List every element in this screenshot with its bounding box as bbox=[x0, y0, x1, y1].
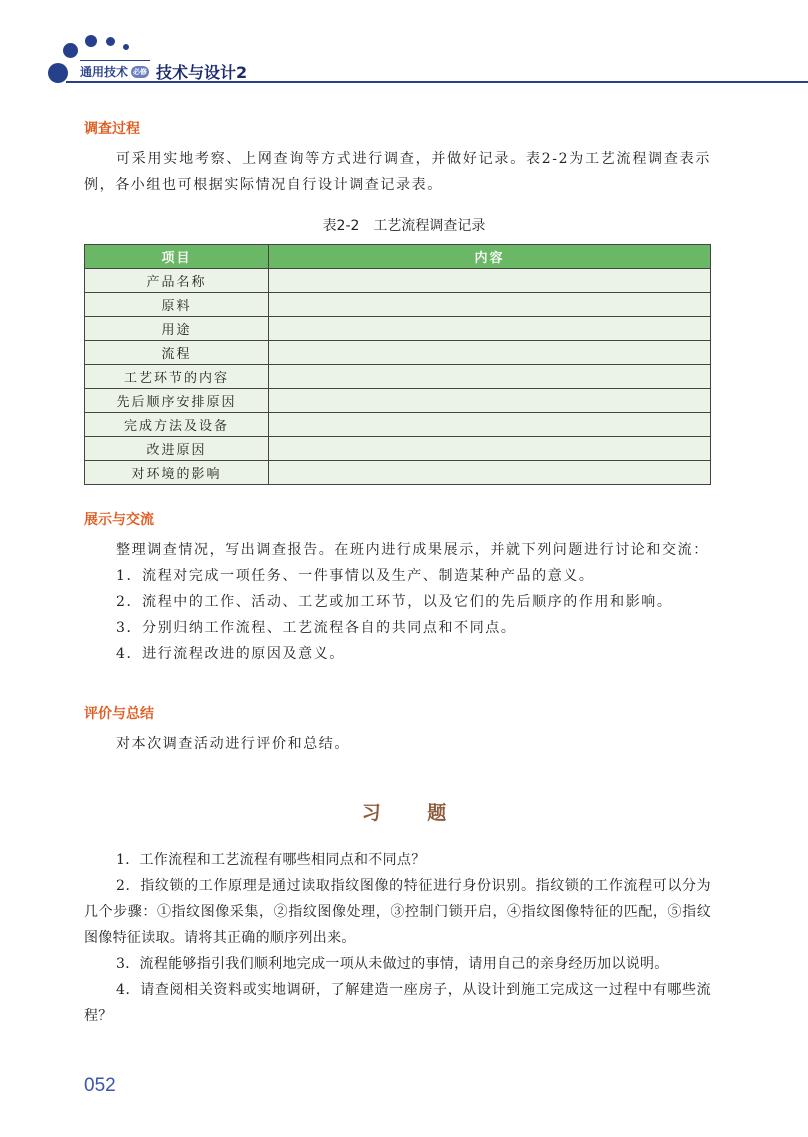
paragraph: 对本次调查活动进行评价和总结。 bbox=[116, 736, 350, 752]
table-cell: 完成方法及设备 bbox=[85, 413, 269, 437]
table-cell: 对环境的影响 bbox=[85, 461, 269, 485]
table-cell bbox=[269, 341, 711, 365]
table-row bbox=[85, 413, 711, 437]
section-heading: 调查过程 bbox=[84, 121, 140, 137]
list-item: 3．分别归纳工作流程、工艺流程各自的共同点和不同点。 bbox=[116, 620, 517, 636]
section-heading: 展示与交流 bbox=[84, 512, 154, 528]
paragraph: 整理调查情况，写出调查报告。在班内进行成果展示，并就下列问题进行讨论和交流： bbox=[116, 542, 709, 558]
list-item: 4．进行流程改进的原因及意义。 bbox=[116, 646, 345, 662]
section-heading: 评价与总结 bbox=[84, 706, 154, 722]
table-row bbox=[85, 365, 711, 389]
survey-table bbox=[84, 244, 711, 485]
paragraph: 可采用实地考察、上网查询等方式进行调查，并做好记录。表2-2为工艺流程调查表示例，各小组也可根据实际情况自行设计调查记录表。 bbox=[84, 151, 711, 193]
header-divider bbox=[80, 60, 150, 61]
exercise-item: 1．工作流程和工艺流程有哪些相同点和不同点？ bbox=[116, 852, 426, 868]
table-cell: 产品名称 bbox=[85, 269, 269, 293]
table-cell bbox=[269, 293, 711, 317]
table-cell bbox=[269, 389, 711, 413]
table-cell: 原料 bbox=[85, 293, 269, 317]
header-badge: 必修 bbox=[133, 68, 147, 76]
table-header: 项目 bbox=[85, 245, 269, 269]
table-cell bbox=[269, 269, 711, 293]
table-cell: 先后顺序安排原因 bbox=[85, 389, 269, 413]
exercise-item: 3．流程能够指引我们顺利地完成一项从未做过的事情，请用自己的亲身经历加以说明。 bbox=[116, 956, 669, 972]
table-row bbox=[85, 269, 711, 293]
table-row bbox=[85, 293, 711, 317]
table-cell: 流程 bbox=[85, 341, 269, 365]
table-cell bbox=[269, 365, 711, 389]
exercise-item: 2．指纹锁的工作原理是通过读取指纹图像的特征进行身份识别。指纹锁的工作流程可以分为几个步骤：①指纹图像采集，②指纹图像处理，③控制门锁开启，④指纹图像特征的匹配，⑤指纹图像特征读取。请将其正确的顺序列出来。 bbox=[84, 878, 711, 946]
exercises-title: 习 题 bbox=[361, 802, 447, 824]
table-caption: 表2-2 工艺流程调查记录 bbox=[322, 218, 486, 234]
table-row bbox=[85, 389, 711, 413]
table-header-row bbox=[85, 245, 711, 269]
table-cell: 改进原因 bbox=[85, 437, 269, 461]
table-cell bbox=[269, 317, 711, 341]
table-cell bbox=[269, 461, 711, 485]
table-cell: 工艺环节的内容 bbox=[85, 365, 269, 389]
table-cell: 用途 bbox=[85, 317, 269, 341]
list-item: 1．流程对完成一项任务、一件事情以及生产、制造某种产品的意义。 bbox=[116, 568, 595, 584]
table-row bbox=[85, 437, 711, 461]
header-course: 通用技术 bbox=[80, 65, 129, 79]
page-number: 052 bbox=[84, 1075, 116, 1096]
list-item: 2．流程中的工作、活动、工艺或加工环节，以及它们的先后顺序的作用和影响。 bbox=[116, 594, 673, 610]
header-title: 技术与设计2 bbox=[156, 63, 248, 82]
table-cell bbox=[269, 437, 711, 461]
table-row bbox=[85, 341, 711, 365]
table-row bbox=[85, 317, 711, 341]
exercise-item: 4．请查阅相关资料或实地调研，了解建造一座房子，从设计到施工完成这一过程中有哪些流程？ bbox=[84, 982, 711, 1024]
table-row bbox=[85, 461, 711, 485]
table-header: 内容 bbox=[269, 245, 711, 269]
table-cell bbox=[269, 413, 711, 437]
